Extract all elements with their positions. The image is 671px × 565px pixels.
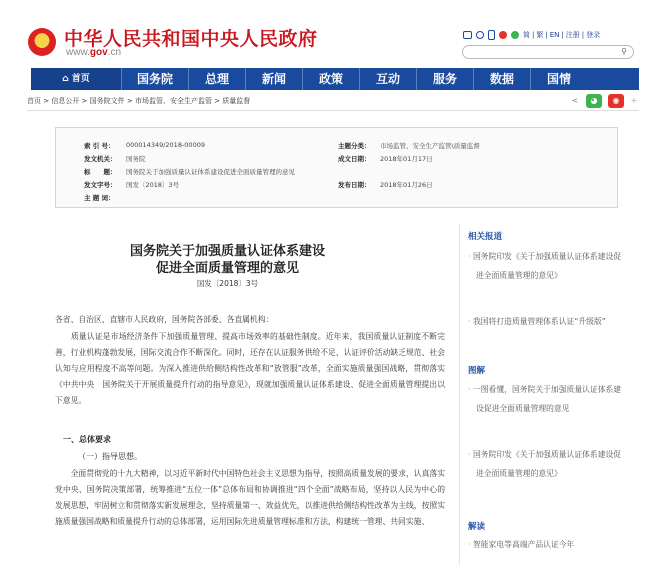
wechat-icon[interactable] [511,31,519,39]
search-input[interactable] [462,45,634,59]
plus-icon[interactable]: + [630,96,638,105]
globe-icon[interactable] [476,31,484,39]
section-heading: 一、总体要求 [63,435,111,444]
index-value: 000014349/2018-00009 [126,141,205,149]
index-label: 索 引 号： [84,142,115,150]
article-paragraph: 全面贯彻党的十九大精神，以习近平新时代中国特色社会主义思想为指导，按照高质量发展的要求，认真落实党中央、国务院决策部署，统筹推进“五位一体”总体布局和协调推进“四个全面”战略布局，坚持以人民为中心的发展思想，牢固树立和贯彻落实新发展理念，坚持质量第一、效益优先，以推进供给侧结构性改革为主线，按照实施质量强国战略和质量提升行动的总体部署，运用国际先进质量管理标准和方法，构建统一管理、共同实施、 [55,469,445,526]
nav-item-news[interactable]: 新闻 [246,68,303,90]
category-label: 主题分类： [338,142,371,150]
published-date-label: 发布日期： [338,181,371,189]
interpretation-link-text[interactable]: 智能家电等高端产品认证今年 [472,540,575,549]
nav-item-interaction[interactable]: 互动 [360,68,417,90]
national-emblem-icon [28,28,56,56]
nav-item-data[interactable]: 数据 [474,68,531,90]
share-bar [570,94,638,108]
site-url [66,47,121,58]
document-info-box [55,127,618,208]
nav-item-national-info[interactable]: 国情 [546,72,571,86]
subsection-heading: （一）指导思想。 [78,452,142,461]
article-addressee: 各省、自治区、直辖市人民政府，国务院各部委、各直属机构： [55,315,274,324]
nav-home[interactable] [31,68,122,90]
docno-label: 发文字号： [84,181,117,189]
interpretation-heading: 解读 [468,522,486,532]
interpretation-link[interactable]: · 智能家电等高端产品认证今年 [468,540,575,549]
url-gov: gov [89,47,108,58]
top-link-simplified[interactable]: 简 [523,31,530,39]
mail-icon[interactable] [463,31,472,39]
published-date-value: 2018年01月26日 [380,181,433,189]
diagram-link-text[interactable]: 国务院印发《关于加强质量认证体系建设促进全面质量管理的意见》 [472,450,622,478]
top-link-traditional[interactable]: 繁 [536,31,544,39]
article-title-line1: 国务院关于加强质量认证体系建设 [129,244,325,259]
related-report-link[interactable]: · 我国将打造质量管理体系认证“升级版” [468,317,606,326]
share-icon[interactable]: < [571,96,579,105]
issuer-label: 发文机关： [84,155,117,163]
sidebar-divider [459,224,460,565]
article-title-line2: 促进全面质量管理的意见 [155,261,299,276]
nav-item-state-council[interactable]: 国务院 [122,68,189,90]
title-label: 标 题： [84,168,117,176]
top-links: 简 | 繁 | EN | 注册 | 登录 [463,30,600,40]
issuer-value: 国务院 [126,155,146,163]
top-link-english[interactable]: EN [549,31,560,39]
site-title[interactable]: 中华人民共和国中央人民政府 [64,28,318,50]
mobile-icon[interactable] [488,30,495,40]
created-date-value: 2018年01月17日 [380,155,433,163]
docno-value: 国发〔2018〕3号 [126,181,180,189]
url-prefix: www. [66,47,90,58]
nav-item-policy[interactable]: 政策 [303,68,360,90]
main-nav [31,68,639,90]
nav-home-label: 首页 [71,74,90,84]
wechat-share-icon[interactable]: ◕ [586,94,602,108]
article-doc-number: 国发〔2018〕3号 [196,279,259,288]
related-reports-heading: 相关报道 [468,232,503,242]
divider [27,110,639,111]
category-value: 市场监管、安全生产监管\质量监督 [380,142,480,150]
keywords-label: 主 题 词： [84,194,115,202]
search-icon[interactable]: ⚲ [621,47,627,56]
article-paragraph: 质量认证是市场经济条件下加强质量管理、提高市场效率的基础性制度。近年来，我国质量认证制度不断完善，行业机构蓬勃发展，国际交流合作不断深化。同时，还存在认证服务供给不足、认证评价活动缺乏规范、社会认知与应用程度不高等问题。为深入推进供给侧结构性改革和“放管服”改革，全面实施质量强国战略，贯彻落实《中共中央 国务院关于开展质量提升行动的指导意见》，现就加强质量认证体系建设、促进全面质量管理提出以下意见。 [55,332,445,405]
related-report-text[interactable]: 国务院印发《关于加强质量认证体系建设促进全面质量管理的意见》 [472,252,622,280]
diagram-link[interactable]: · 国务院印发《关于加强质量认证体系建设促进全面质量管理的意见》 [468,450,622,478]
url-suffix: .cn [107,47,122,58]
created-date-label: 成文日期： [338,155,371,163]
diagram-heading: 图解 [468,366,486,376]
nav-item-premier[interactable]: 总理 [189,68,246,90]
home-icon: ⌂ [62,74,72,84]
top-link-login[interactable]: 登录 [586,31,601,39]
breadcrumb[interactable]: 首页 > 信息公开 > 国务院文件 > 市场监管、安全生产监管 > 质量监督 [27,97,251,105]
weibo-icon[interactable] [499,31,507,39]
related-report-text[interactable]: 我国将打造质量管理体系认证“升级版” [472,317,606,326]
nav-item-services[interactable]: 服务 [417,68,474,90]
diagram-link-text[interactable]: 一图看懂，国务院关于加强质量认证体系建设促进全面质量管理的意见 [472,385,622,413]
title-value: 国务院关于加强质量认证体系建设促进全面质量管理的意见 [126,168,295,176]
top-link-register[interactable]: 注册 [565,31,580,39]
weibo-share-icon[interactable]: ◉ [608,94,624,108]
diagram-link[interactable]: · 一图看懂，国务院关于加强质量认证体系建设促进全面质量管理的意见 [468,385,622,413]
related-report-link[interactable]: · 国务院印发《关于加强质量认证体系建设促进全面质量管理的意见》 [468,252,622,280]
